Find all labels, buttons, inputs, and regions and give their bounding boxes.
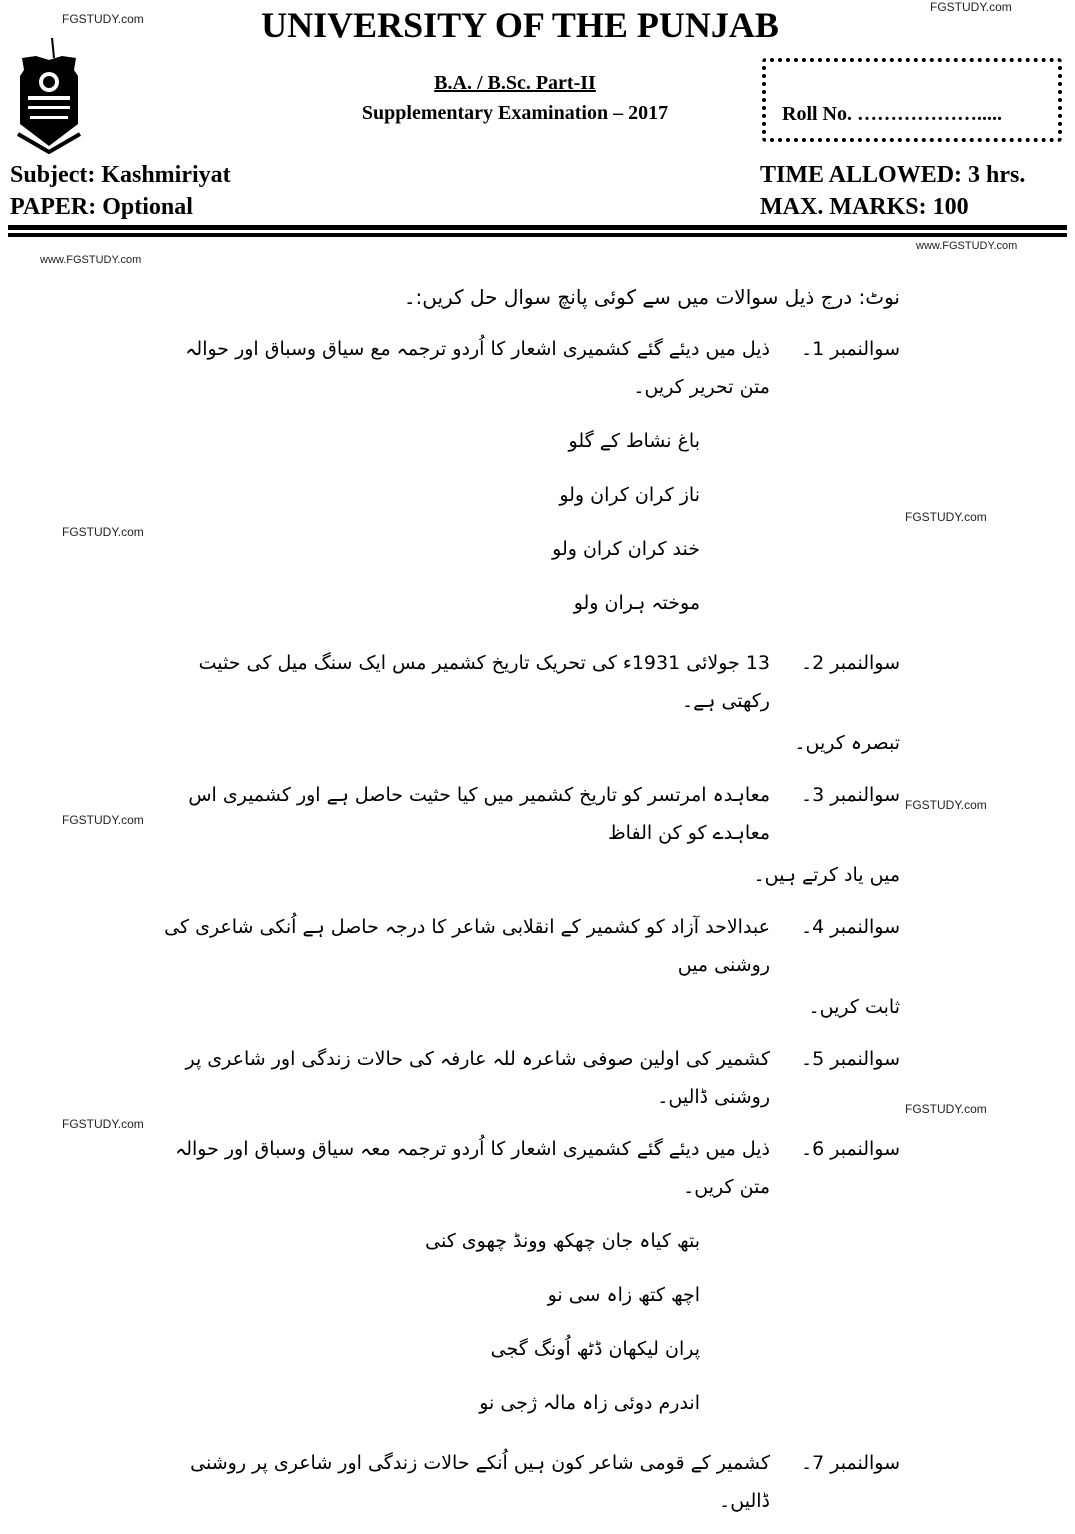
subject: Subject: Kashmiriyat (10, 162, 231, 188)
watermark: FGSTUDY.com (62, 12, 144, 26)
max-marks: MAX. MARKS: 100 (760, 194, 969, 220)
watermark: FGSTUDY.com (62, 525, 144, 539)
question-text: ذیل میں دیئے گئے کشمیری اشعار کا اُردو ترجمہ مع سیاق وسباق اور حوالہ متن تحریر کریں۔ (185, 338, 770, 398)
question-text: میں یاد کرتے ہیں۔ (753, 864, 900, 886)
question-6 (152, 1130, 900, 1430)
program-name: B.A. / B.Sc. Part-II (434, 72, 596, 94)
question-text: عبدالاحد آزاد کو کشمیر کے انقلابی شاعر کا درجہ حاصل ہے اُنکی شاعری کی روشنی میں (164, 916, 770, 976)
question-text: معاہدہ امرتسر کو تاریخ کشمیر میں کیا حثیت حاصل ہے اور کشمیری اس معاہدے کو کن الفاظ (188, 784, 770, 844)
question-text: 13 جولائی 1931ء کی تحریک تاریخ کشمیر مس ایک سنگ میل کی حثیت رکھتی ہے۔ (198, 652, 770, 712)
university-crest-logo (14, 36, 84, 154)
verse-line: باغ نشاط کے گلو (568, 430, 700, 452)
verse-line: اچھ کتھ زاہ سی نو (547, 1284, 700, 1306)
question-text: تبصرہ کریں۔ (794, 732, 900, 754)
question-number: سوالنمبر 6۔ (800, 1138, 900, 1160)
question-5 (152, 1040, 900, 1116)
header-divider (8, 233, 1067, 237)
question-7 (152, 1444, 900, 1520)
roll-number-label: Roll No. ………………..... (782, 103, 1002, 125)
question-text: کشمیر کی اولین صوفی شاعرہ للہ عارفہ کی حالات زندگی اور شاعری پر روشنی ڈالیں۔ (185, 1048, 770, 1108)
watermark: FGSTUDY.com (62, 1117, 144, 1131)
watermark: www.FGSTUDY.com (40, 254, 142, 266)
questions-section (152, 278, 900, 1534)
watermark: FGSTUDY.com (930, 0, 1012, 14)
watermark: FGSTUDY.com (62, 813, 144, 827)
verse-block (152, 1214, 900, 1430)
question-number: سوالنمبر 1۔ (800, 338, 900, 360)
time-allowed: TIME ALLOWED: 3 hrs. (760, 162, 1026, 188)
verse-line: اندرم دوئی زاہ مالہ ژجی نو (479, 1392, 700, 1414)
question-3 (152, 776, 900, 894)
verse-line: موختہ ہران ولو (573, 592, 700, 614)
watermark: FGSTUDY.com (905, 798, 987, 812)
university-title: UNIVERSITY OF THE PUNJAB (261, 5, 779, 45)
question-number: سوالنمبر 2۔ (800, 652, 900, 674)
question-4 (152, 908, 900, 1026)
verse-line: خند کران کران ولو (552, 538, 700, 560)
paper: PAPER: Optional (10, 194, 193, 220)
exam-name: Supplementary Examination – 2017 (361, 102, 669, 124)
question-2 (152, 644, 900, 762)
verse-line: پران لیکھان ڈٹھ اُونگ گجی (490, 1338, 700, 1360)
verse-block (152, 414, 900, 630)
question-number: سوالنمبر 4۔ (800, 916, 900, 938)
verse-line: بتھ کیاہ جان چھکھ وونڈ چھوی کنی (425, 1230, 700, 1252)
watermark: FGSTUDY.com (905, 1102, 987, 1116)
watermark: www.FGSTUDY.com (916, 240, 1018, 252)
question-text: ذیل میں دیئے گئے کشمیری اشعار کا اُردو ترجمہ معہ سیاق وسباق اور حوالہ متن کریں۔ (175, 1138, 770, 1198)
question-text: کشمیر کے قومی شاعر کون ہیں اُنکے حالات زندگی اور شاعری پر روشنی ڈالیں۔ (190, 1452, 770, 1512)
header-divider (8, 225, 1067, 230)
roll-number-box (762, 58, 1062, 142)
question-number: سوالنمبر 3۔ (800, 784, 900, 806)
verse-line: ناز کران کران ولو (559, 484, 700, 506)
question-number: سوالنمبر 5۔ (800, 1048, 900, 1070)
question-number: سوالنمبر 7۔ (800, 1452, 900, 1474)
question-1 (152, 330, 900, 630)
watermark: FGSTUDY.com (905, 510, 987, 524)
instructions-note: نوٹ: درج ذیل سوالات میں سے کوئی پانچ سوال حل کریں:۔ (403, 285, 900, 309)
question-text: ثابت کریں۔ (808, 996, 900, 1018)
